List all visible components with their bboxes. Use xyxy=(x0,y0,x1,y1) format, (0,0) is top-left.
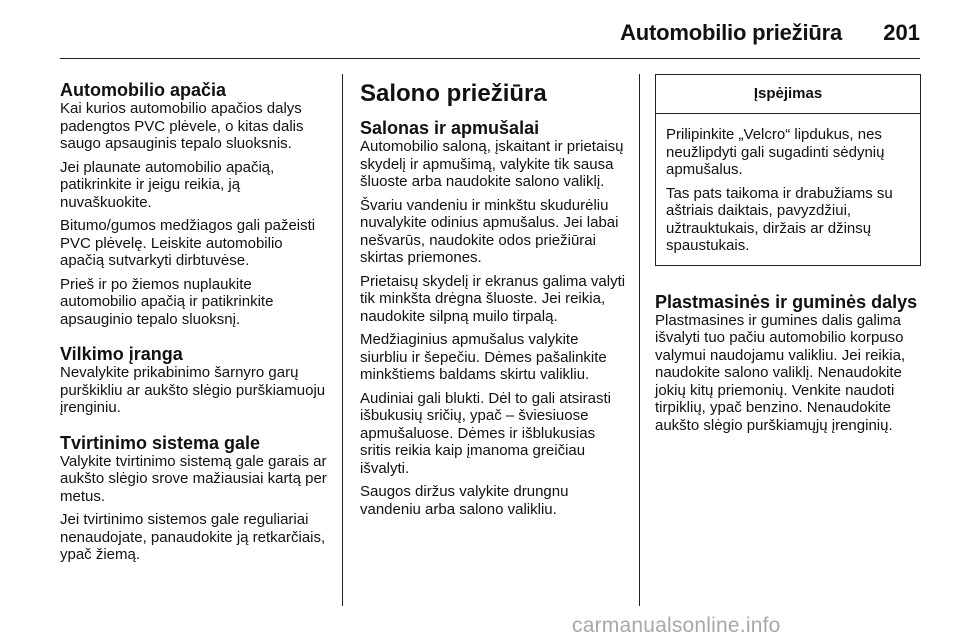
section-heading: Vilkimo įranga xyxy=(60,344,183,364)
column-2 xyxy=(360,80,626,518)
paragraph: Švariu vandeniu ir minkštu skudurėliu nuvalykite odinius apmušalus. Jei labai nešvarūs, naudokite odos priežiūrai skirtas priemones. xyxy=(360,196,619,266)
page-number: 201 xyxy=(883,20,920,45)
paragraph: Audiniai gali blukti. Dėl to gali atsirasti išbukusių sričių, ypač – šviesiuose apmušaluose. Dėmes ir išblukusias sritis reikia kaip įmanoma greičiau išvalyti. xyxy=(360,389,611,477)
paragraph: Automobilio saloną, įskaitant ir prietaisų skydelį ir apmušimą, valykite tik sausa šluoste arba naudokite salono valiklį. xyxy=(360,138,624,190)
section-heading: Automobilio apačia xyxy=(60,80,227,100)
paragraph: Prilipinkite „Velcro“ lipdukus, nes neužlipdyti gali sugadinti sėdynių apmušalus. xyxy=(666,126,885,178)
column-divider-2 xyxy=(639,74,640,606)
chapter-title: Salono priežiūra xyxy=(360,80,547,107)
section-heading: Salonas ir apmušalai xyxy=(360,118,540,138)
watermark: carmanualsonline.info xyxy=(572,614,781,637)
paragraph: Jei tvirtinimo sistemos gale reguliariai nenaudojate, panaudokite ją retkarčiais, ypač žiemą. xyxy=(60,511,326,563)
paragraph: Plastmasines ir gumines dalis galima išvalyti tuo pačiu automobilio korpuso valymui naudojamu valikliu. Jei reikia, naudokite salono valiklį. Nenaudokite jokių kitų priemonių. Venkite naudoti tirpiklių, ypač benzino. Nenaudokite aukšto slėgio purškiamųjų įrenginių. xyxy=(655,311,906,434)
section-plastic-rubber-parts xyxy=(655,292,921,435)
paragraph: Jei plaunate automobilio apačią, patikrinkite ir jeigu reikia, ją nuvaškuokite. xyxy=(60,158,275,211)
section-rear-carrier xyxy=(60,433,330,564)
paragraph: Prieš ir po žiemos nuplaukite automobilio apačią ir patikrinkite apsauginio tepalo sluoksnį. xyxy=(60,275,274,328)
section-heading: Tvirtinimo sistema gale xyxy=(60,432,261,453)
paragraph: Medžiaginius apmušalus valykite siurbliu ir šepečiu. Dėmes pašalinkite minkštiems baldams skirtu valikliu. xyxy=(360,331,607,383)
page-title: Automobilio priežiūra xyxy=(620,20,842,45)
paragraph: Bitumo/gumos medžiagos gali pažeisti PVC plėvelę. Leiskite automobilio apačią sutvarkyti dirbtuvėse. xyxy=(60,217,316,269)
paragraph: Nevalykite prikabinimo šarnyro garų purškikliu ar aukšto slėgio purškiamuoju įrenginiu. xyxy=(60,364,326,416)
column-1 xyxy=(60,80,330,564)
paragraph: Tas pats taikoma ir drabužiams su aštriais daiktais, pavyzdžiui, užtrauktukais, diržais ar džinsų spaustukais. xyxy=(666,184,893,254)
page-header xyxy=(60,12,920,62)
header-divider xyxy=(60,58,920,59)
warning-heading: Įspėjimas xyxy=(656,75,920,114)
paragraph: Kai kurios automobilio apačios dalys padengtos PVC plėvele, o kitas dalis saugo apsauginis tepalo sluoksnis. xyxy=(60,100,304,152)
column-divider-1 xyxy=(342,74,343,606)
section-heading: Plastmasinės ir guminės dalys xyxy=(655,291,918,312)
warning-body xyxy=(656,114,920,265)
column-3 xyxy=(655,74,921,434)
warning-box xyxy=(655,74,921,266)
paragraph: Saugos diržus valykite drungnu vandeniu arba salono valikliu. xyxy=(360,483,569,518)
section-underbody xyxy=(60,80,330,328)
section-towing-equipment xyxy=(60,344,330,417)
paragraph: Prietaisų skydelį ir ekranus galima valyti tik minkšta drėgna šluoste. Jei reikia, naudokite silpną muilo tirpalą. xyxy=(360,272,626,325)
paragraph: Valykite tvirtinimo sistemą gale garais ar aukšto slėgio srove mažiausiai kartą per metus. xyxy=(60,452,327,505)
